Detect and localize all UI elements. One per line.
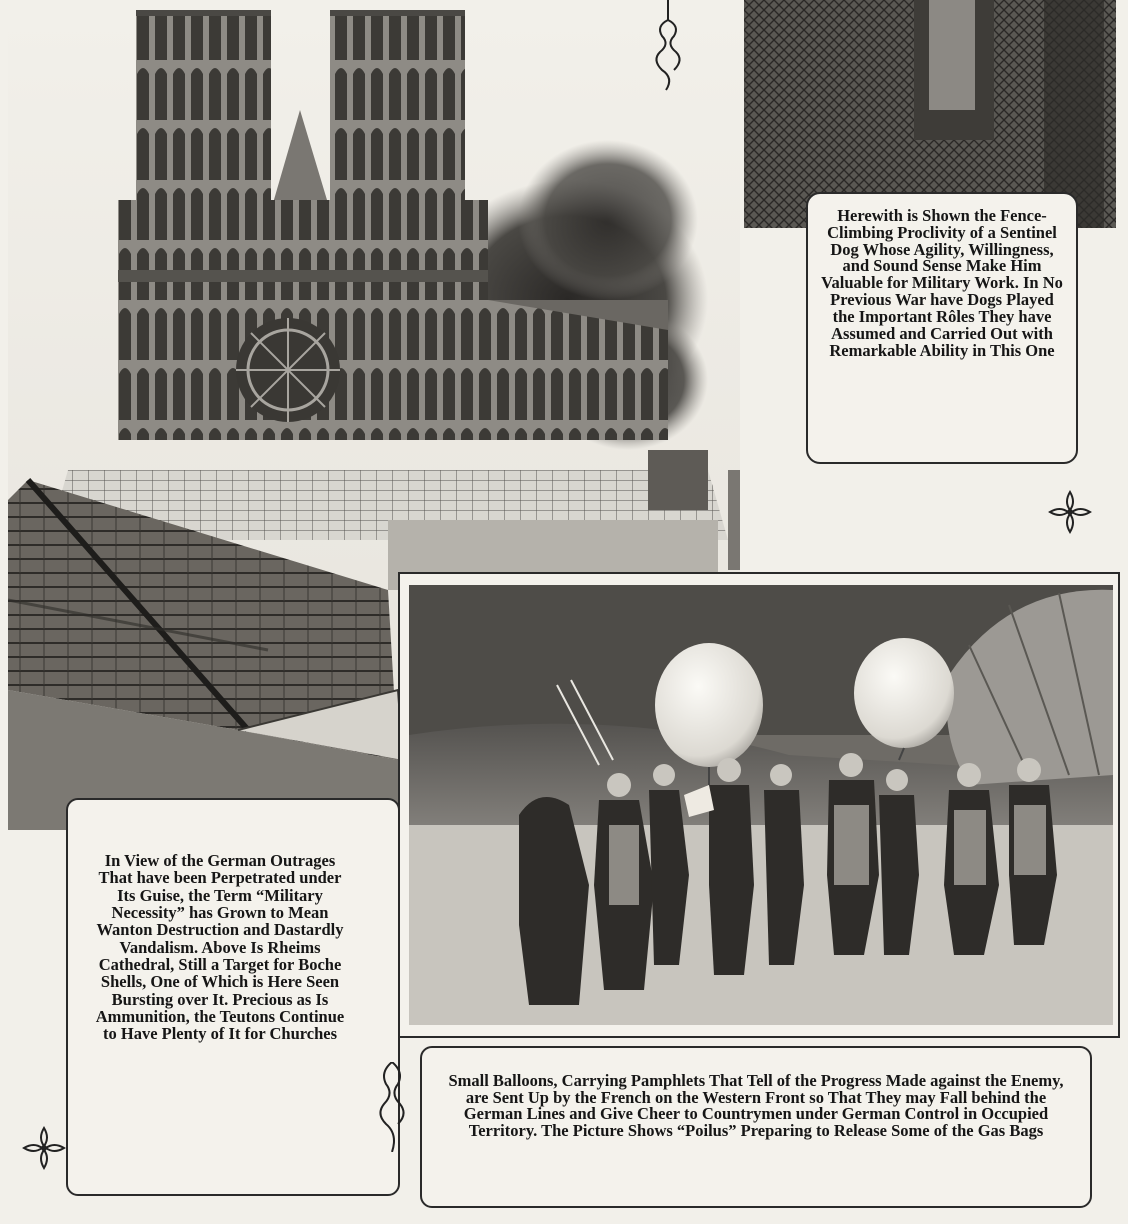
fleur-ornament-icon — [1046, 488, 1094, 536]
fleur-ornament-icon — [20, 1124, 68, 1172]
soldiers-illustration — [409, 585, 1113, 1025]
dog-caption: Herewith is Shown the Fence-Climbing Proclivity of a Sentinel Dog Whose Agility, Willingness, and Sound Sense Make Him Valuable for Military Work. In No Previous War have Dogs Played the Important Rôles They have Assumed and Carried Out with Remarkable Ability in This One — [821, 206, 1063, 360]
balloon-photo — [398, 572, 1120, 1038]
balloon-caption: Small Balloons, Carrying Pamphlets That Tell of the Progress Made against the Enemy, are Sent Up by the French on the Western Front so That They may Fall behind the German Lines and Give Cheer to Countrymen under German Control in Occupied Territory. The Picture Shows “Poilus” Preparing to Release Some of the Gas Bags — [448, 1071, 1064, 1140]
scroll-ornament-icon — [372, 1062, 412, 1152]
scroll-ornament-icon — [648, 0, 688, 96]
cathedral-caption: In View of the German Outrages That have been Perpetrated under Its Guise, the Term “Military Necessity” has Grown to Mean Wanton Destruction and Dastardly Vandalism. Above Is Rheims Cathedral, Still a Target for Boche Shells, One of Which is Here Seen Bursting over It. Precious as Is Ammunition, the Teutons Continue to Have Plenty of It for Churches — [95, 851, 345, 1044]
